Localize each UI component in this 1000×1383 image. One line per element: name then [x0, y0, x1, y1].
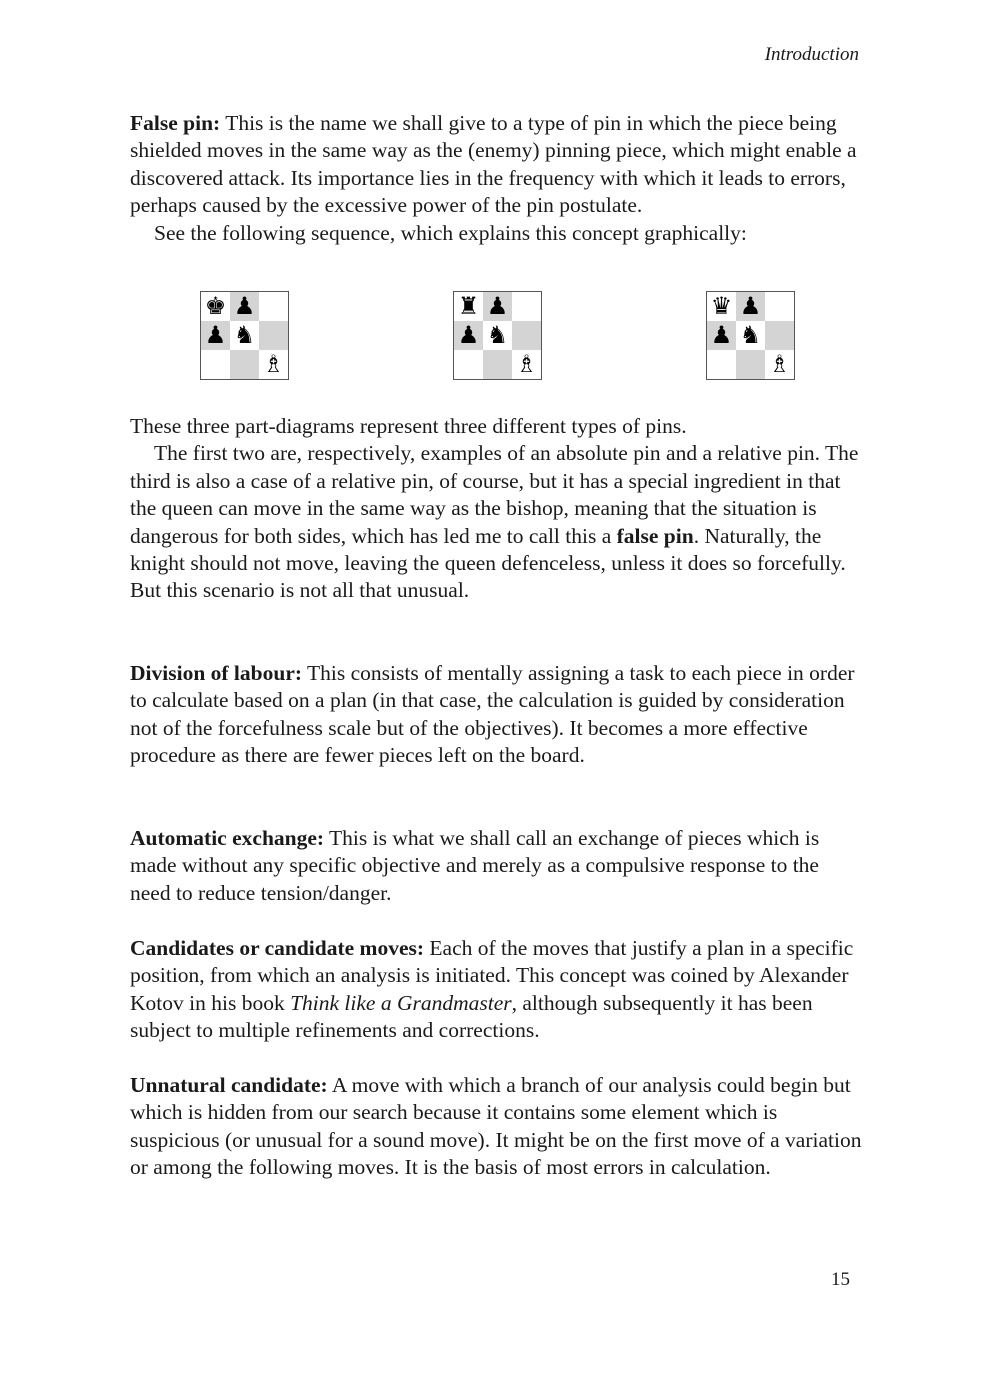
candidates-section: [130, 935, 862, 1045]
black-pawn-icon: ♟: [204, 321, 227, 349]
book-title: Think like a Grandmaster: [290, 990, 512, 1015]
pins-explanation-paragraph: The first two are, respectively, examples of an absolute pin and a relative pin. The third is also a case of a relative pin, of course, but it has a special ingredient in that the queen can move in the same way as the bishop, meaning that the situation is dangerous for both sides, which has led me to call this a false pin. Naturally, the knight should not move, leaving the queen defenceless, unless it does so forcefully. But this scenario is not all that unusual.: [130, 441, 859, 603]
black-rook-icon: ♜: [457, 292, 480, 320]
black-pawn-icon: ♟: [710, 321, 733, 349]
see-sequence-sentence: See the following sequence, which explains this concept graphically:: [154, 220, 747, 245]
black-knight-icon: ♞: [233, 321, 256, 349]
black-knight-icon: ♞: [486, 321, 509, 349]
division-of-labour-section: [130, 660, 862, 770]
automatic-exchange-paragraph: Automatic exchange: This is what we shall call an exchange of pieces which is made without any specific objective and merely as a compulsive response to the need to reduce tension/danger.: [130, 826, 820, 905]
black-pawn-icon: ♟: [739, 292, 762, 320]
unnatural-candidate-paragraph: Unnatural candidate: A move with which a branch of our analysis could begin but which is hidden from our search because it contains some element which is suspicious (or unusual for a sound move). It might be on the first move of a variation or among the following moves. It is the basis of most errors in calculation.: [130, 1073, 862, 1180]
division-of-labour-paragraph: Division of labour: This consists of mentally assigning a task to each piece in order to calculate based on a plan (in that case, the calculation is guided by consideration not of the forcefulness scale but of the objectives). It becomes a more effective procedure as there are fewer pieces left on the board.: [130, 661, 855, 768]
false-pin-bold-term: false pin: [616, 523, 694, 548]
black-pawn-icon: ♟: [486, 292, 509, 320]
candidates-term: Candidates or candidate moves:: [130, 936, 425, 960]
black-pawn-icon: ♟: [457, 321, 480, 349]
black-pawn-icon: ♟: [233, 292, 256, 320]
white-bishop-icon: ♗: [768, 350, 791, 378]
candidates-paragraph: Candidates or candidate moves: Each of the moves that justify a plan in a specific position, from which an analysis is initiated. This concept was coined by Alexander Kotov in his book Think like a Grandmaster, although subsequently it has been subject to multiple refinements and corrections.: [130, 936, 854, 1043]
division-of-labour-term: Division of labour:: [130, 661, 303, 685]
white-bishop-icon: ♗: [262, 350, 285, 378]
page-number: 15: [831, 1269, 850, 1290]
black-king-icon: ♚: [204, 292, 227, 320]
automatic-exchange-term: Automatic exchange:: [130, 826, 325, 850]
part-diagram-relative-pin: [453, 291, 542, 380]
unnatural-candidate-section: [130, 1072, 862, 1182]
false-pin-section: [130, 110, 862, 247]
running-head: Introduction: [764, 44, 859, 65]
part-diagrams: [200, 291, 793, 380]
part-diagram-absolute-pin: [200, 291, 289, 380]
unnatural-candidate-term: Unnatural candidate:: [130, 1073, 328, 1097]
false-pin-definition: This is the name we shall give to a type of pin in which the piece being shielded moves in the same way as the (enemy) pinning piece, which might enable a discovered attack. Its importance lies in the frequency with which it leads to errors, perhaps caused by the excessive power of the pin postulate.: [130, 111, 857, 218]
white-bishop-icon: ♗: [515, 350, 538, 378]
black-knight-icon: ♞: [739, 321, 762, 349]
part-diagram-false-pin: [706, 291, 795, 380]
false-pin-term: False pin:: [130, 111, 221, 135]
false-pin-paragraph: [130, 110, 862, 220]
pins-intro-sentence: These three part-diagrams represent three different types of pins.: [130, 414, 687, 438]
automatic-exchange-section: [130, 825, 862, 907]
pins-explanation-section: [130, 413, 862, 605]
black-queen-icon: ♛: [710, 292, 733, 320]
